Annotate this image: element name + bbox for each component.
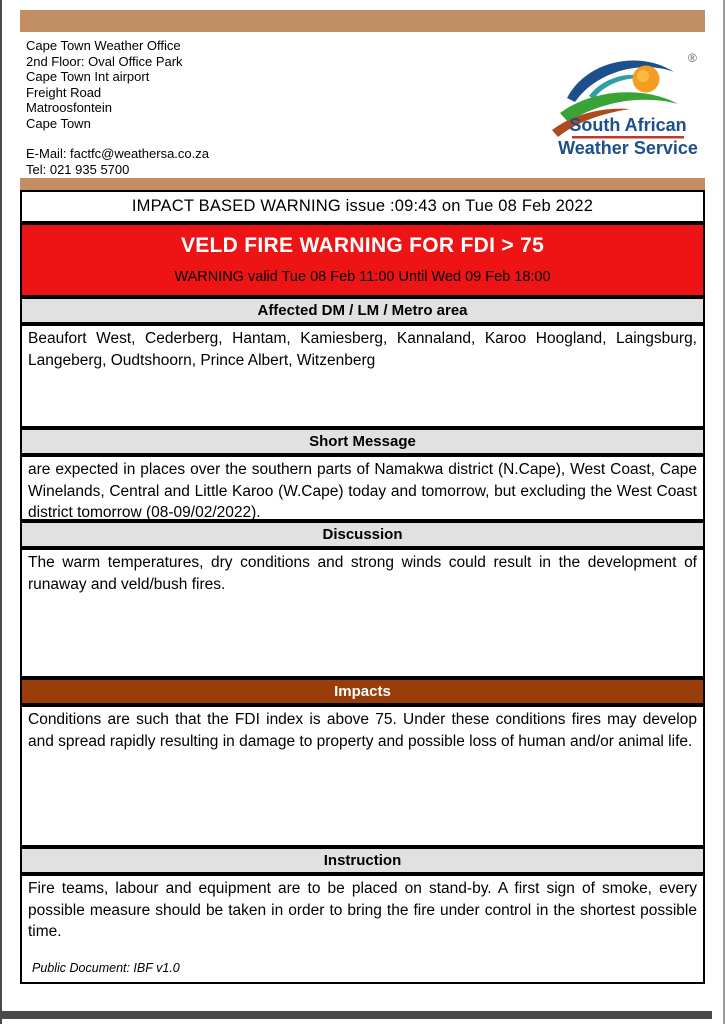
contact-block	[26, 146, 209, 178]
public-document-footer: Public Document: IBF v1.0	[32, 960, 180, 975]
warning-title: VELD FIRE WARNING FOR FDI > 75	[180, 234, 545, 257]
impacts-heading: Impacts	[20, 678, 705, 705]
second-accent-bar	[20, 178, 705, 190]
address-line: Freight Road	[26, 84, 102, 100]
address-line: 2nd Floor: Oval Office Park	[26, 53, 183, 69]
discussion-body: The warm temperatures, dry conditions and strong winds could result in the development of runaway and veld/bush fires.	[20, 548, 705, 678]
address-line: Cape Town Weather Office	[26, 38, 181, 53]
short-message-heading: Short Message	[20, 428, 705, 455]
veld-fire-warning-banner	[20, 223, 705, 297]
warning-validity: WARNING valid Tue 08 Feb 11:00 Until Wed 09 Feb 18:00	[174, 269, 551, 285]
instruction-text: Fire teams, labour and equipment are to be placed on stand-by. A first sign of smoke, every possible measure should be taken in order to bring the fire under control in the shortest possible time.	[28, 880, 697, 940]
discussion-heading: Discussion	[20, 521, 705, 548]
affected-area-heading: Affected DM / LM / Metro area	[20, 297, 705, 324]
logo-text-line1: South African	[569, 115, 687, 135]
address-line: Cape Town	[26, 115, 91, 131]
email-text: E-Mail: factfc@weathersa.co.za	[26, 146, 209, 161]
impacts-body: Conditions are such that the FDI index is above 75. Under these conditions fires may develop and spread rapidly resulting in damage to property and possible loss of human and/or animal life.	[20, 705, 705, 847]
instruction-heading: Instruction	[20, 847, 705, 874]
bottom-page-bar	[2, 1011, 712, 1019]
tel-text: Tel: 021 935 5700	[26, 162, 130, 177]
saws-logo	[542, 50, 710, 160]
logo-text-line2: Weather Service	[558, 138, 698, 158]
issue-title-bar: IMPACT BASED WARNING issue :09:43 on Tue 08 Feb 2022	[20, 190, 705, 223]
top-accent-bar	[20, 10, 705, 32]
affected-area-body: Beaufort West, Cederberg, Hantam, Kamiesberg, Kannaland, Karoo Hoogland, Laingsburg, Langeberg, Oudtshoorn, Prince Albert, Witzenberg	[20, 324, 705, 428]
registered-mark: ®	[688, 51, 697, 65]
instruction-body	[20, 874, 705, 984]
address-line: Matroosfontein	[26, 100, 112, 115]
warning-table	[20, 190, 705, 984]
address-line: Cape Town Int airport	[26, 69, 150, 84]
office-address-block	[26, 38, 183, 131]
short-message-body: are expected in places over the southern parts of Namakwa district (N.Cape), West Coast, Cape Winelands, Central and Little Karoo (W.Cape) today and tomorrow, but excluding the West Coast district tomorrow (08-09/02/2022).	[20, 455, 705, 521]
